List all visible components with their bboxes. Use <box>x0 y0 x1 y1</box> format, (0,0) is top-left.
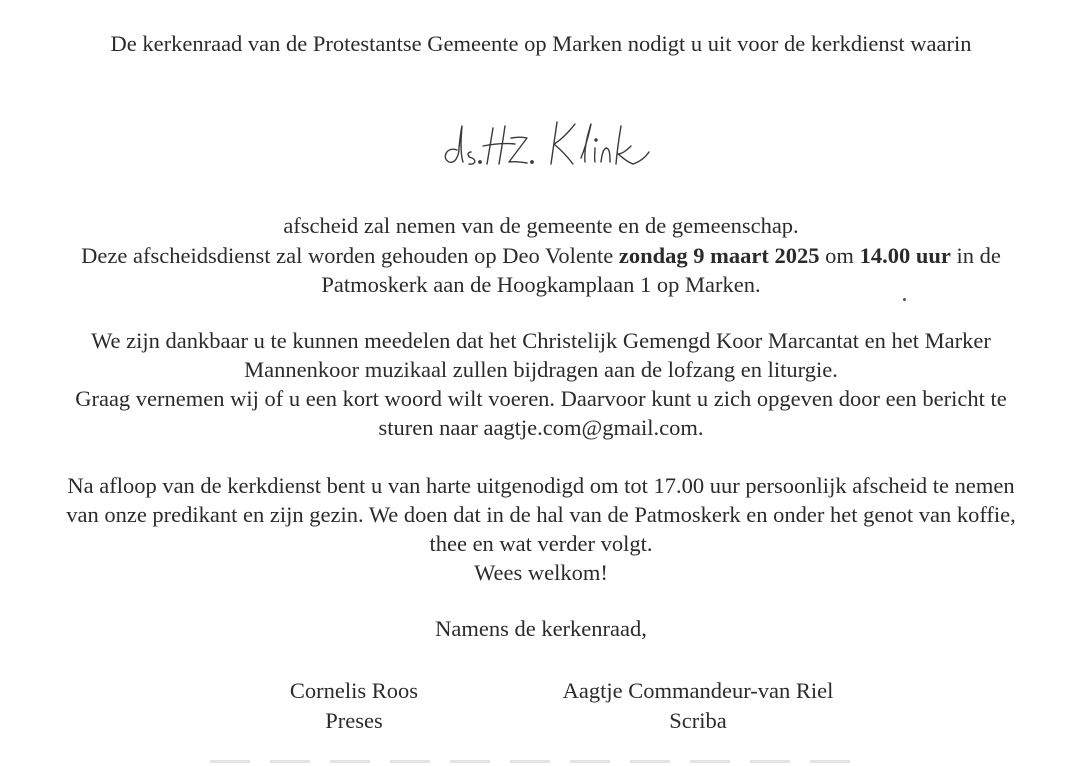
choir-line-1: We zijn dankbaar u te kunnen meedelen dat het Christelijk Gemengd Koor Marcantat en het Marker <box>91 328 991 353</box>
welcome-line: Wees welkom! <box>474 560 608 585</box>
scan-speck <box>903 298 906 301</box>
speech-line-1: Graag vernemen wij of u een kort woord wilt voeren. Daarvoor kunt u zich opgeven door een bericht te <box>75 386 1007 411</box>
service-date: zondag 9 maart 2025 <box>618 243 820 268</box>
signature-graphic <box>435 108 665 178</box>
service-date-connector: om <box>819 243 860 268</box>
signatory-scriba <box>528 678 868 734</box>
signatory-preses <box>254 678 454 734</box>
reception-line-3: thee en wat verder volgt. <box>429 531 653 556</box>
signatory-role: Scriba <box>669 708 727 733</box>
signatory-name: Aagtje Commandeur-van Riel <box>562 678 834 703</box>
service-time: 14.00 uur <box>859 243 951 268</box>
speech-line-2: sturen naar aagtje.com@gmail.com. <box>378 415 704 440</box>
service-date-line <box>0 243 1082 269</box>
intro-line: De kerkenraad van de Protestantse Gemeente op Marken nodigt u uit voor de kerkdienst waarin <box>110 31 972 56</box>
location-line: Patmoskerk aan de Hoogkamplaan 1 op Marken. <box>321 272 761 297</box>
reception-line-1: Na afloop van de kerkdienst bent u van harte uitgenodigd om tot 17.00 uur persoonlijk afscheid te nemen <box>67 473 1015 498</box>
signatory-role: Preses <box>325 708 383 733</box>
scan-artifact <box>210 760 870 763</box>
service-date-suffix: in de <box>950 243 1001 268</box>
signatory-name: Cornelis Roos <box>289 678 419 703</box>
reception-line-2: van onze predikant en zijn gezin. We doen dat in de hal van de Patmoskerk en onder het genot van koffie, <box>66 502 1016 527</box>
farewell-line: afscheid zal nemen van de gemeente en de gemeenschap. <box>283 213 799 238</box>
service-date-prefix: Deze afscheidsdienst zal worden gehouden op Deo Volente <box>81 243 619 268</box>
closing-line: Namens de kerkenraad, <box>435 616 647 641</box>
choir-line-2: Mannenkoor muzikaal zullen bijdragen aan de lofzang en liturgie. <box>244 357 838 382</box>
handwritten-signature <box>435 108 665 178</box>
